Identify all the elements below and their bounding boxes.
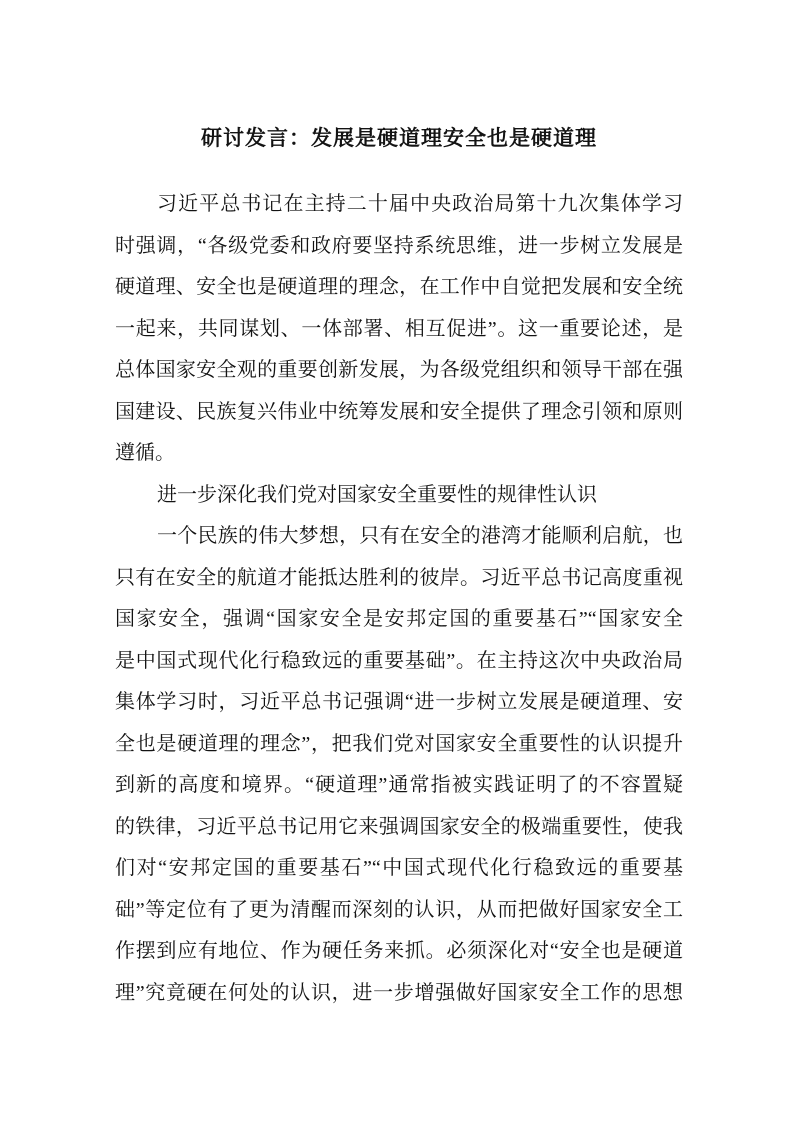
body-line: 是中国式现代化行稳致远的重要基础”。在主持这次中央政治局 xyxy=(115,649,683,672)
body-line: 国家安全，强调“国家安全是安邦定国的重要基石”“国家安全 xyxy=(115,608,683,630)
body-line: 集体学习时，习近平总书记强调“进一步树立发展是硬道理、安 xyxy=(115,691,683,713)
paragraph-1 xyxy=(115,184,683,475)
body-line: 础”等定位有了更为清醒而深刻的认识，从而把做好国家安全工 xyxy=(115,898,683,921)
body-line: 总体国家安全观的重要创新发展，为各级党组织和领导干部在强 xyxy=(115,359,683,381)
body-line: 作摆到应有地位、作为硬任务来抓。必须深化对“安全也是硬道 xyxy=(115,940,683,962)
document-title: 研讨发言：发展是硬道理安全也是硬道理 xyxy=(201,126,597,150)
body-line: 一起来，共同谋划、一体部署、相互促进”。这一重要论述，是 xyxy=(115,317,683,340)
body-line: 的铁律，习近平总书记用它来强调国家安全的极端重要性，使我 xyxy=(115,815,683,838)
body-line: 们对“安邦定国的重要基石”“中国式现代化行稳致远的重要基 xyxy=(115,857,683,879)
body-line: 只有在安全的航道才能抵达胜利的彼岸。习近平总书记高度重视 xyxy=(115,566,683,589)
body-line: 到新的高度和境界。“硬道理”通常指被实践证明了的不容置疑 xyxy=(115,774,683,796)
section-heading: 进一步深化我们党对国家安全重要性的规律性认识 xyxy=(157,483,597,506)
body-line: 理”究竟硬在何处的认识，进一步增强做好国家安全工作的思想 xyxy=(115,981,683,1004)
body-line: 习近平总书记在主持二十届中央政治局第十九次集体学习 xyxy=(157,193,683,215)
body-line: 时强调，“各级党委和政府要坚持系统思维，进一步树立发展是 xyxy=(115,234,683,257)
body-line: 遵循。 xyxy=(115,442,175,464)
body-line: 硬道理、安全也是硬道理的理念，在工作中自觉把发展和安全统 xyxy=(115,276,683,298)
section-heading-block xyxy=(115,475,683,517)
body-line: 全也是硬道理的理念”，把我们党对国家安全重要性的认识提升 xyxy=(115,732,683,755)
body-line: 国建设、民族复兴伟业中统筹发展和安全提供了理念引领和原则 xyxy=(115,400,683,423)
body-line: 一个民族的伟大梦想，只有在安全的港湾才能顺利启航，也 xyxy=(157,525,683,547)
paragraph-2 xyxy=(115,516,683,1014)
